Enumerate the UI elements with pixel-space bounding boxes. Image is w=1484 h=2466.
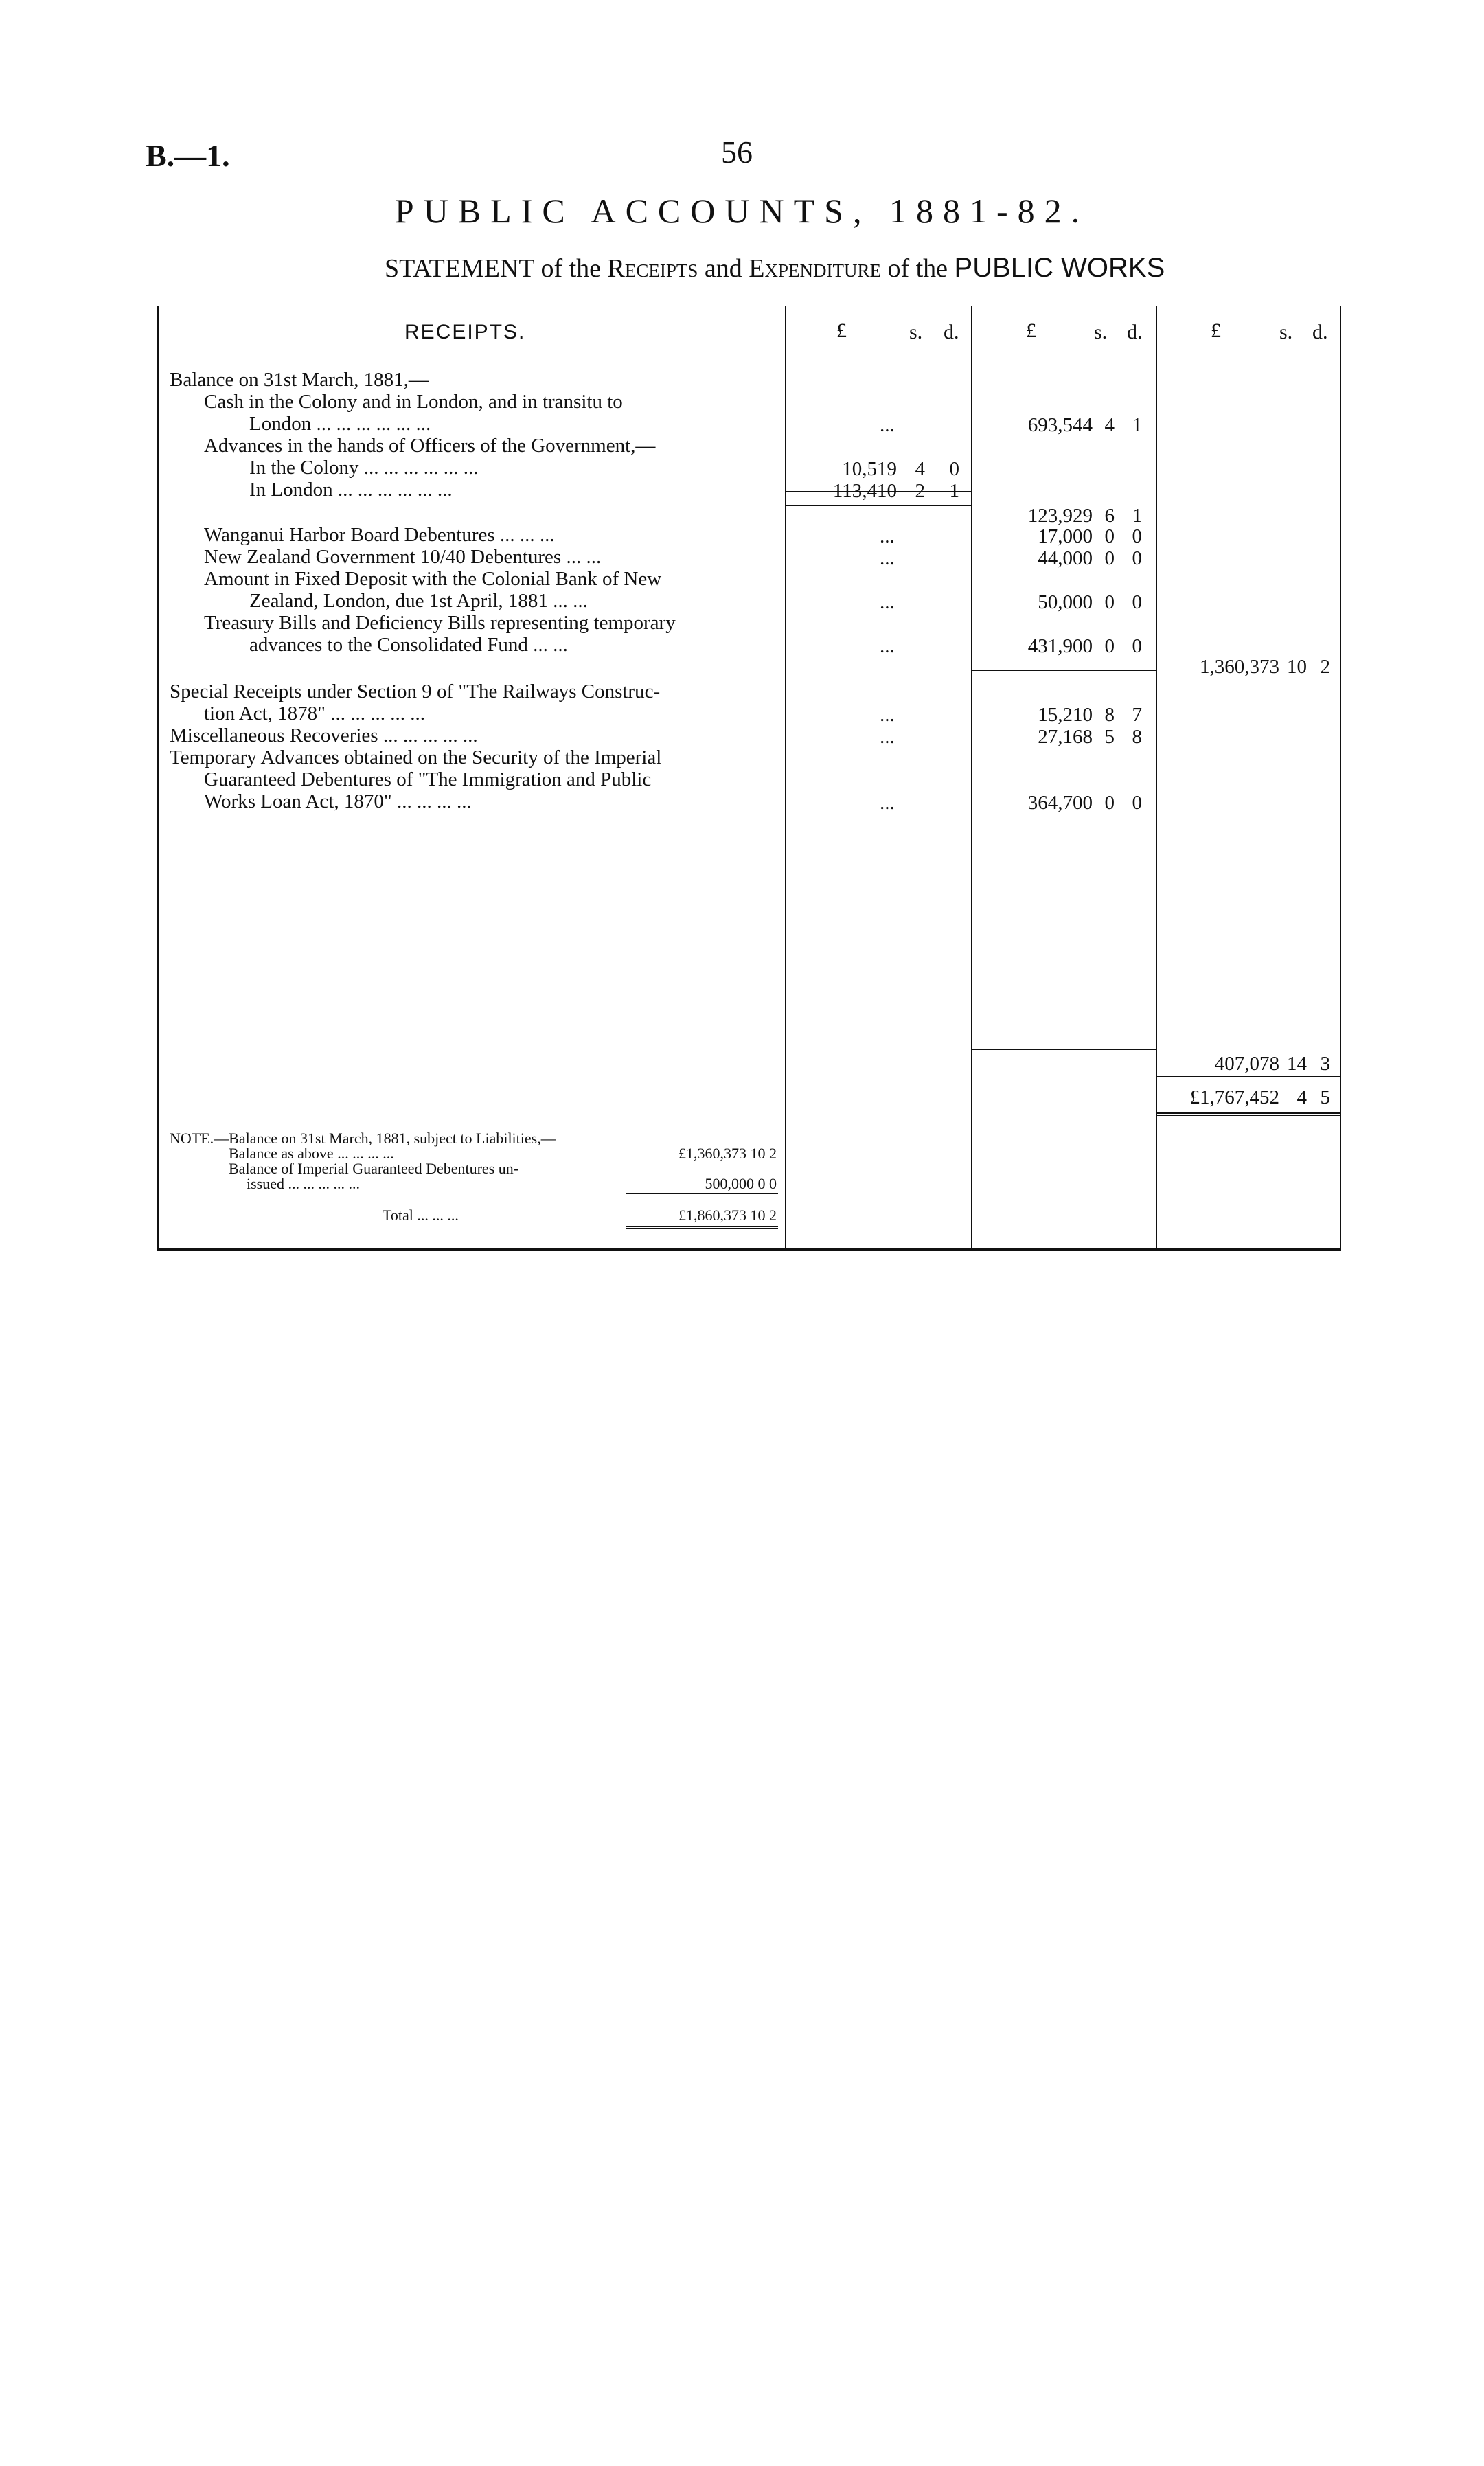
advances-total-shillings: 6 [1104,505,1115,527]
cash-pound: 693,544 [1027,414,1093,436]
row-misc: Miscellaneous Recoveries ... ... ... ... ... [170,724,478,746]
pence-header: d. [1312,321,1328,343]
treasury-shillings: 0 [1104,635,1115,657]
shillings-header: s. [1279,321,1293,343]
note-balance-label: Balance as above ... ... ... ... [229,1145,394,1162]
pound-header: £ [1026,319,1036,342]
pound-header: £ [1211,319,1221,342]
special-pound: 15,210 [1038,704,1093,726]
row-balance: Balance on 31st March, 1881,— [170,369,429,391]
receipts-table [157,306,1341,1251]
note-heading: NOTE.—Balance on 31st March, 1881, subject to Liabilities,— [170,1130,556,1147]
shillings-header: s. [909,321,923,343]
column-divider [785,306,786,1248]
row-wanganui: Wanganui Harbor Board Debentures ... ... ... [204,524,555,546]
subtotal-rule [971,1049,1156,1050]
nzgov-pence: 0 [1132,547,1142,569]
subtotal-pence: 3 [1320,1053,1330,1075]
temporary-dots: ... [880,792,895,814]
special-pence: 7 [1132,704,1142,726]
column-divider [971,306,972,1248]
note-total-label: Total ... ... ... [383,1207,459,1224]
note-balance-value: £1,360,373 10 2 [678,1145,777,1162]
london-shillings: 2 [915,480,925,502]
subtitle-part-5: Expenditure [749,254,881,283]
wanganui-pound: 17,000 [1038,525,1093,547]
document-reference: B.—1. [146,138,230,173]
receipts-heading: RECEIPTS. [404,321,526,343]
nzgov-shillings: 0 [1104,547,1115,569]
row-special-line2: tion Act, 1878" ... ... ... ... ... [204,703,425,724]
misc-pound: 27,168 [1038,726,1093,748]
colony-pound: 10,519 [842,458,897,480]
balance-total-shillings: 10 [1287,656,1307,678]
advances-total-pence: 1 [1132,505,1142,527]
fixed-deposit-pence: 0 [1132,591,1142,613]
column-divider [1156,306,1157,1248]
page-title: PUBLIC ACCOUNTS, 1881-82. [394,192,1090,230]
special-dots: ... [880,704,895,726]
grand-total-rule [1156,1112,1340,1116]
subtotal-shillings: 14 [1287,1053,1307,1075]
subtitle-part-4: and [698,254,749,283]
page-number: 56 [721,135,753,170]
statement-subtitle [385,253,1165,284]
grand-total-pound: £1,767,452 [1189,1086,1279,1108]
row-treasury-line1: Treasury Bills and Deficiency Bills representing temporary [204,612,676,634]
grand-total-shillings: 4 [1297,1086,1307,1108]
nzgov-dots: ... [880,547,895,569]
london-pound: 113,410 [832,480,897,502]
colony-pence: 0 [949,458,959,480]
special-shillings: 8 [1104,704,1115,726]
wanganui-shillings: 0 [1104,525,1115,547]
fixed-deposit-dots: ... [880,591,895,613]
row-advances: Advances in the hands of Officers of the Government,— [204,435,656,457]
row-cash-line1: Cash in the Colony and in London, and in transitu to [204,391,623,413]
note-total-rule [626,1226,778,1229]
advances-total-pound: 123,929 [1027,505,1093,527]
misc-dots: ... [880,726,895,748]
cash-dots: ... [880,414,895,436]
note-unissued-value: 500,000 0 0 [705,1175,777,1192]
subtitle-part-6: of the [880,254,955,283]
total-rule [1156,1076,1340,1077]
row-in-london: In London ... ... ... ... ... ... [249,479,453,501]
subtitle-part-1: STATEMENT [385,254,534,283]
pence-header: d. [1127,321,1143,343]
row-cash-line2: London ... ... ... ... ... ... [249,413,431,435]
wanganui-pence: 0 [1132,525,1142,547]
subtotal-pound: 407,078 [1214,1053,1279,1075]
balance-total-pence: 2 [1320,656,1330,678]
colony-shillings: 4 [915,458,925,480]
row-temporary-line1: Temporary Advances obtained on the Security of the Imperial [170,746,662,768]
row-fixed-deposit-line1: Amount in Fixed Deposit with the Colonial Bank of New [204,568,662,590]
row-in-colony: In the Colony ... ... ... ... ... ... [249,457,479,479]
row-temporary-line2: Guaranteed Debentures of "The Immigration and Public [204,768,652,790]
row-temporary-line3: Works Loan Act, 1870" ... ... ... ... [204,790,472,812]
note-imperial-label: Balance of Imperial Guaranteed Debentures un- [229,1160,519,1177]
pound-header: £ [836,319,847,342]
treasury-dots: ... [880,635,895,657]
fixed-deposit-shillings: 0 [1104,591,1115,613]
subtotal-rule [785,505,971,506]
subtotal-rule [971,670,1156,671]
treasury-pence: 0 [1132,635,1142,657]
row-treasury-line2: advances to the Consolidated Fund ... ... [249,634,568,656]
misc-pence: 8 [1132,726,1142,748]
subtitle-part-2: of the [534,254,608,283]
london-pence: 1 [949,480,959,502]
row-fixed-deposit-line2: Zealand, London, due 1st April, 1881 ... ... [249,590,588,612]
subtitle-part-3: Receipts [607,254,698,283]
shillings-header: s. [1094,321,1108,343]
row-nz-government: New Zealand Government 10/40 Debentures ... ... [204,546,602,568]
subtitle-part-7: PUBLIC WORKS [954,253,1165,283]
wanganui-dots: ... [880,525,895,547]
note-unissued-label: issued ... ... ... ... ... [247,1175,360,1192]
grand-total-pence: 5 [1320,1086,1330,1108]
row-special-line1: Special Receipts under Section 9 of "The Railways Construc- [170,681,661,703]
note-rule [626,1193,778,1194]
note-total-value: £1,860,373 10 2 [678,1207,777,1224]
fixed-deposit-pound: 50,000 [1038,591,1093,613]
temporary-shillings: 0 [1104,792,1115,814]
cash-shillings: 4 [1104,414,1115,436]
cash-pence: 1 [1132,414,1142,436]
temporary-pound: 364,700 [1027,792,1093,814]
pence-header: d. [944,321,959,343]
temporary-pence: 0 [1132,792,1142,814]
nzgov-pound: 44,000 [1038,547,1093,569]
treasury-pound: 431,900 [1027,635,1093,657]
balance-total-pound: 1,360,373 [1200,656,1279,678]
misc-shillings: 5 [1104,726,1115,748]
